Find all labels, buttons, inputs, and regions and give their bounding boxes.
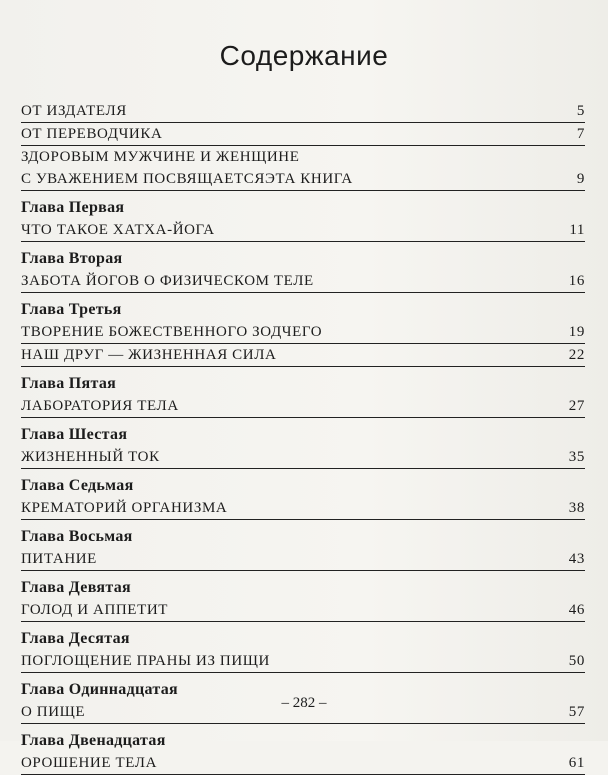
toc-entry-page: 43 xyxy=(568,551,585,567)
toc-entry xyxy=(21,752,585,775)
toc-entry xyxy=(21,321,585,344)
toc-entry-title: ГОЛОД И АППЕТИТ xyxy=(21,602,169,618)
toc-entry-page: 38 xyxy=(568,500,585,516)
toc-entry xyxy=(21,395,585,418)
toc-entry-title: ОТ ПЕРЕВОДЧИКА xyxy=(21,126,163,142)
chapter-heading: Глава Первая xyxy=(21,199,125,216)
toc-entry xyxy=(21,270,585,293)
chapter-heading: Глава Десятая xyxy=(21,630,130,647)
chapter-heading: Глава Одиннадцатая xyxy=(21,681,178,698)
toc-entry-title: О ПИЩЕ xyxy=(21,704,86,720)
toc-entry-title: ПИТАНИЕ xyxy=(21,551,97,567)
toc-entry-title: ПОГЛОЩЕНИЕ ПРАНЫ ИЗ ПИЩИ xyxy=(21,653,270,669)
toc-entry xyxy=(21,123,585,146)
toc-entry-page: 57 xyxy=(568,704,585,720)
chapter-heading: Глава Восьмая xyxy=(21,528,133,545)
toc-entry xyxy=(21,219,585,242)
toc-entry-title: ОТ ИЗДАТЕЛЯ xyxy=(21,103,127,119)
toc-entry-page: 61 xyxy=(568,755,585,771)
toc-entry-title: ЧТО ТАКОЕ ХАТХА-ЙОГА xyxy=(21,222,215,238)
toc-entry xyxy=(21,168,585,191)
toc-entry-page: 19 xyxy=(568,324,585,340)
chapter-heading: Глава Третья xyxy=(21,301,122,318)
toc-entry xyxy=(21,146,585,168)
toc-entry-page: 50 xyxy=(568,653,585,669)
toc-entry-title: ОРОШЕНИЕ ТЕЛА xyxy=(21,755,157,771)
table-of-contents xyxy=(21,100,585,775)
toc-entry xyxy=(21,548,585,571)
toc-entry-page: 11 xyxy=(569,222,585,238)
chapter-heading: Глава Вторая xyxy=(21,250,123,267)
toc-entry-title: ЖИЗНЕННЫЙ ТОК xyxy=(21,449,160,465)
toc-entry-title: ЗДОРОВЫМ МУЖЧИНЕ И ЖЕНЩИНЕ xyxy=(21,149,300,165)
chapter-heading: Глава Пятая xyxy=(21,375,117,392)
toc-entry xyxy=(21,344,585,367)
chapter-heading: Глава Шестая xyxy=(21,426,128,443)
toc-entry-title: ЗАБОТА ЙОГОВ О ФИЗИЧЕСКОМ ТЕЛЕ xyxy=(21,273,314,289)
toc-entry-page: 46 xyxy=(568,602,585,618)
toc-entry xyxy=(21,497,585,520)
toc-entry-page: 5 xyxy=(576,103,585,119)
page-number: – 282 – xyxy=(281,695,327,711)
toc-entry-title: НАШ ДРУГ — ЖИЗНЕННАЯ СИЛА xyxy=(21,347,277,363)
chapter-heading: Глава Девятая xyxy=(21,579,131,596)
toc-entry-title: С УВАЖЕНИЕМ ПОСВЯЩАЕТСЯЭТА КНИГА xyxy=(21,171,353,187)
chapter-heading: Глава Седьмая xyxy=(21,477,134,494)
toc-entry xyxy=(21,446,585,469)
toc-entry-page: 16 xyxy=(568,273,585,289)
toc-entry-page: 22 xyxy=(568,347,585,363)
toc-entry-page: 35 xyxy=(568,449,585,465)
toc-entry xyxy=(21,100,585,123)
chapter-heading: Глава Двенадцатая xyxy=(21,732,166,749)
toc-entry xyxy=(21,650,585,673)
toc-entry-page: 7 xyxy=(576,126,585,142)
toc-entry-page: 27 xyxy=(568,398,585,414)
toc-entry-title: КРЕМАТОРИЙ ОРГАНИЗМА xyxy=(21,500,228,516)
toc-entry xyxy=(21,599,585,622)
toc-entry-page: 9 xyxy=(576,171,585,187)
toc-entry-title: ЛАБОРАТОРИЯ ТЕЛА xyxy=(21,398,179,414)
toc-entry-title: ТВОРЕНИЕ БОЖЕСТВЕННОГО ЗОДЧЕГО xyxy=(21,324,323,340)
page-title: Содержание xyxy=(219,40,389,71)
